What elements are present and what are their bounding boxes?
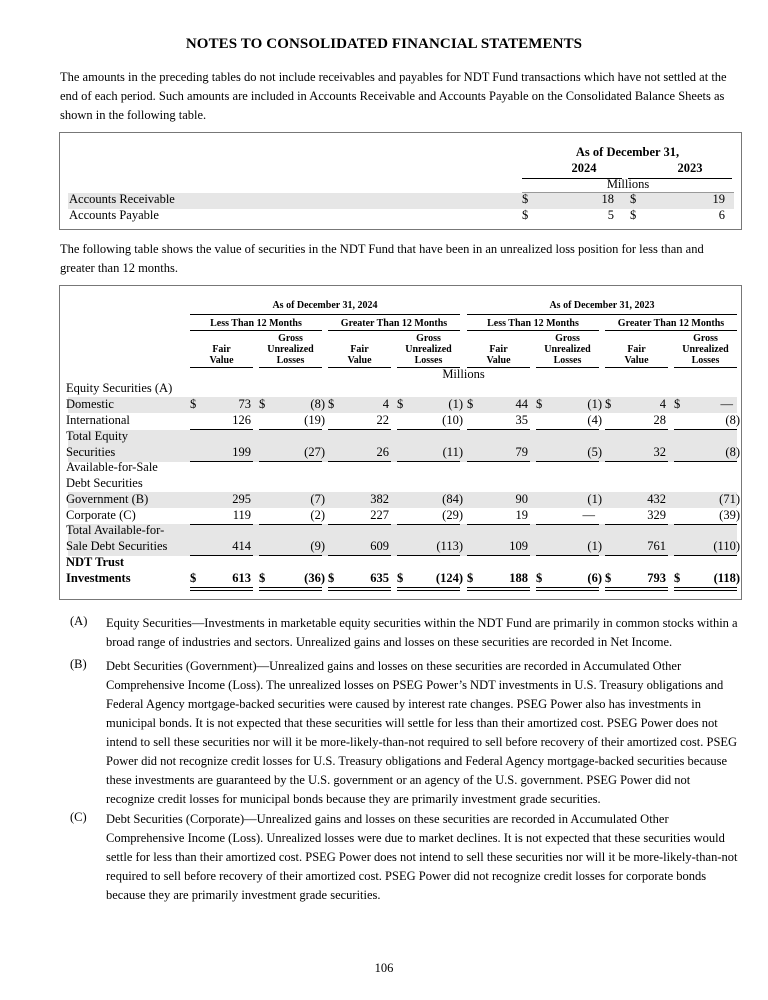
table1-value: 19 (712, 192, 725, 206)
column-header-fair-value: Fair (350, 344, 369, 355)
table-cell: (7) (310, 492, 325, 506)
table-cell: 109 (509, 539, 528, 553)
table-cell: — (582, 508, 595, 522)
row-label-total-equity: Securities (66, 445, 116, 459)
column-header-gross-unrealized-losses: Gross (416, 333, 441, 344)
row-label-total-afs: Sale Debt Securities (66, 539, 168, 553)
footnote-text: Debt Securities (Corporate)—Unrealized gains and losses on these securities are recorded in Accumulated Other Comprehensive Income (Loss). Unrealized losses were due to market declines. It is not expected that these securities would settle for less than their amortized cost. PSEG Power does not intend to sell these securities nor will it be more-likely-than-not required to sell before recovery of their amortized cost. PSEG Power did not recognize credit losses for corporate bonds because they are primarily investment grade securities. (106, 812, 738, 902)
table-cell: (8) (310, 397, 325, 411)
table-cell: 28 (653, 413, 666, 427)
column-header-gross-unrealized-losses: Unrealized (682, 344, 729, 355)
table-cell: (124) (435, 571, 463, 585)
column-header-gross-unrealized-losses: Losses (414, 355, 443, 366)
table-cell: 188 (509, 571, 528, 585)
footnote-letter: (A) (70, 614, 88, 628)
subheader-less-12: Less Than 12 Months (487, 318, 579, 329)
table-cell: (5) (587, 445, 602, 459)
page-title: NOTES TO CONSOLIDATED FINANCIAL STATEMENTS (185, 36, 583, 52)
table1-value: 6 (718, 208, 725, 222)
currency-symbol: $ (259, 571, 266, 585)
currency-symbol: $ (522, 208, 529, 222)
row-label-international: International (66, 413, 130, 427)
table-cell: 19 (515, 508, 528, 522)
table-cell: (2) (310, 508, 325, 522)
table1-row-label: Accounts Payable (69, 208, 159, 222)
row-label-domestic: Domestic (66, 397, 114, 411)
table-cell: (10) (442, 413, 463, 427)
table-cell: (36) (304, 571, 325, 585)
column-header-gross-unrealized-losses: Gross (555, 333, 580, 344)
row-label-government: Government (B) (66, 492, 149, 506)
group-header-2024: As of December 31, 2024 (272, 300, 378, 311)
row-label-ndt-total: Investments (66, 571, 131, 585)
currency-symbol: $ (630, 192, 637, 206)
table-cell: 199 (232, 445, 251, 459)
table-cell: (8) (725, 413, 740, 427)
table-cell: (110) (713, 539, 740, 553)
table-cell: 32 (653, 445, 666, 459)
column-header-gross-unrealized-losses: Losses (276, 355, 305, 366)
column-header-fair-value: Fair (627, 344, 646, 355)
table-cell: 4 (382, 397, 389, 411)
table-cell: (11) (442, 445, 463, 459)
column-header-gross-unrealized-losses: Gross (278, 333, 303, 344)
table-cell: 79 (515, 445, 528, 459)
currency-symbol: $ (605, 571, 612, 585)
table1-year-2024: 2024 (571, 161, 597, 175)
section-afs: Debt Securities (66, 476, 143, 490)
table1-unit: Millions (606, 177, 650, 191)
currency-symbol: $ (190, 571, 197, 585)
currency-symbol: $ (674, 397, 681, 411)
section-equity: Equity Securities (A) (66, 381, 173, 395)
table-cell: 4 (659, 397, 666, 411)
table-cell: 329 (647, 508, 666, 522)
footnote-text: Debt Securities (Government)—Unrealized gains and losses on these securities are recorded in Accumulated Other Comprehensive Income (Loss). The unrealized losses on PSEG Power’s NDT investments in U.S. Treasury obligations and Federal Agency mortgage-backed securities were caused by interest rate changes. PSEG Power also has investments in municipal bonds. It is not expected that these securities will settle for less than their amortized cost. PSEG Power does not intend to sell these securities nor will it be more-likely-than-not required to sell before recovery of their amortized cost. PSEG Power did not recognize credit losses for U.S. Treasury obligations and Federal Agency mortgage-backed securities because these investments are guaranteed by the U.S. government or an agency of the U.S. government. PSEG Power did not recognize credit losses for municipal bonds because they are primarily investment grade securities. (106, 659, 738, 806)
table-cell: (1) (587, 397, 602, 411)
column-header-gross-unrealized-losses: Gross (693, 333, 718, 344)
currency-symbol: $ (397, 397, 404, 411)
table-cell: 635 (370, 571, 389, 585)
column-header-gross-unrealized-losses: Unrealized (544, 344, 591, 355)
table1-header: As of December 31, (575, 145, 680, 159)
row-label-total-afs: Total Available-for- (66, 523, 165, 537)
table1-value: 18 (601, 192, 614, 206)
group-header-2023: As of December 31, 2023 (549, 300, 655, 311)
footnote-text: Equity Securities—Investments in marketable equity securities within the NDT Fund are primarily in common stocks within a broad range of industries and sectors. Unrealized gains and losses on these securities are recorded in Net Income. (106, 616, 738, 649)
footnote-letter: (C) (70, 810, 87, 824)
currency-symbol: $ (328, 397, 335, 411)
table1-value: 5 (607, 208, 614, 222)
column-header-fair-value: Value (209, 355, 234, 366)
section-afs: Available-for-Sale (66, 460, 158, 474)
table-cell: (113) (436, 539, 463, 553)
receivables-table (59, 132, 742, 230)
column-header-gross-unrealized-losses: Unrealized (405, 344, 452, 355)
currency-symbol: $ (536, 571, 543, 585)
currency-symbol: $ (467, 571, 474, 585)
column-header-gross-unrealized-losses: Losses (553, 355, 582, 366)
subheader-greater-12: Greater Than 12 Months (340, 318, 448, 329)
row-label-total-equity: Total Equity (66, 429, 128, 443)
row-label-ndt-total: NDT Trust (66, 555, 125, 569)
table1-year-2023: 2023 (677, 161, 703, 175)
table-cell: 35 (515, 413, 528, 427)
subheader-greater-12: Greater Than 12 Months (617, 318, 725, 329)
table-cell: (71) (719, 492, 740, 506)
table-cell: 90 (515, 492, 528, 506)
table-cell: 44 (515, 397, 528, 411)
table2-unit: Millions (442, 367, 485, 381)
table-cell: (1) (587, 539, 602, 553)
unrealized-loss-table (59, 285, 742, 600)
table-cell: (118) (713, 571, 740, 585)
currency-symbol: $ (536, 397, 543, 411)
currency-symbol: $ (674, 571, 681, 585)
table1-row-label: Accounts Receivable (69, 192, 175, 206)
currency-symbol: $ (397, 571, 404, 585)
table-cell: 793 (647, 571, 666, 585)
currency-symbol: $ (522, 192, 529, 206)
table-cell: (19) (304, 413, 325, 427)
table-cell: (1) (587, 492, 602, 506)
table-cell: — (720, 397, 733, 411)
table-cell: (4) (587, 413, 602, 427)
table-cell: (8) (725, 445, 740, 459)
currency-symbol: $ (467, 397, 474, 411)
footnote-letter: (B) (70, 657, 87, 671)
column-header-fair-value: Fair (489, 344, 508, 355)
table-cell: (27) (304, 445, 325, 459)
table-cell: 761 (647, 539, 666, 553)
table-cell: 227 (370, 508, 389, 522)
subheader-less-12: Less Than 12 Months (210, 318, 302, 329)
currency-symbol: $ (605, 397, 612, 411)
table-cell: (39) (719, 508, 740, 522)
table-cell: (6) (587, 571, 602, 585)
currency-symbol: $ (259, 397, 266, 411)
row-label-corporate: Corporate (C) (66, 508, 136, 522)
column-header-fair-value: Value (486, 355, 511, 366)
table-cell: 73 (238, 397, 251, 411)
table-cell: 613 (232, 571, 251, 585)
table-cell: 126 (232, 413, 251, 427)
table-cell: 295 (232, 492, 251, 506)
currency-symbol: $ (190, 397, 197, 411)
table-cell: 22 (376, 413, 389, 427)
table-cell: (84) (442, 492, 463, 506)
currency-symbol: $ (630, 208, 637, 222)
column-header-gross-unrealized-losses: Unrealized (267, 344, 314, 355)
table-cell: 26 (376, 445, 389, 459)
column-header-fair-value: Value (624, 355, 649, 366)
intro-paragraph-1: The amounts in the preceding tables do not include receivables and payables for NDT Fund transactions which have not settled at the end of each period. Such amounts are included in Accounts Receivable and Accounts Payable on the Consolidated Balance Sheets as shown in the following table. (60, 70, 727, 122)
table-cell: (29) (442, 508, 463, 522)
intro-paragraph-2: The following table shows the value of securities in the NDT Fund that have been in an unrealized loss position for less than and greater than 12 months. (60, 242, 704, 275)
column-header-gross-unrealized-losses: Losses (691, 355, 720, 366)
table-cell: (1) (448, 397, 463, 411)
currency-symbol: $ (328, 571, 335, 585)
table-cell: 119 (232, 508, 251, 522)
column-header-fair-value: Value (347, 355, 372, 366)
table-cell: 382 (370, 492, 389, 506)
table-cell: 609 (370, 539, 389, 553)
table-cell: (9) (310, 539, 325, 553)
table-cell: 432 (647, 492, 666, 506)
column-header-fair-value: Fair (212, 344, 231, 355)
table-cell: 414 (232, 539, 251, 553)
page-number: 106 (374, 961, 394, 975)
